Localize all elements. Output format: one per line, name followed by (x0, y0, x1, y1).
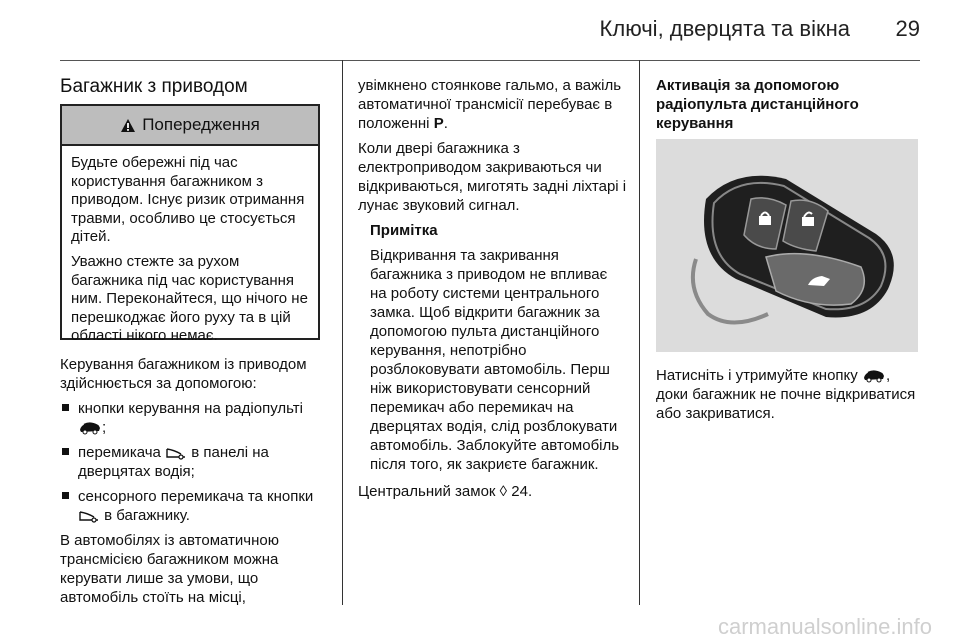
note (358, 221, 628, 474)
paragraph-text: Натисніть і утримуйте кнопку (656, 367, 858, 384)
warning-header (62, 106, 318, 146)
list-item-text: кнопки керування на радіопульті (78, 400, 303, 417)
paragraph (358, 76, 628, 133)
paragraph: Коли двері багажника з електроприводом закриваються чи відкриваються, миготять задні ліхтарі і лунає звуковий сигнал. (358, 140, 627, 214)
paragraph: В автомобілях із автоматичною трансмісією багажником можна керувати лише за умови, що автомобіль стоїть на місці, (60, 532, 279, 606)
warning-triangle-icon (120, 118, 136, 133)
list-item (60, 399, 330, 437)
section-title: Багажник з приводом (60, 76, 248, 97)
list-item-text: перемикача (78, 444, 161, 461)
header-title: Ключі, дверцята та вікна (599, 16, 850, 41)
list-item (60, 487, 330, 525)
bullet-list (60, 399, 330, 525)
column-2-text (358, 76, 628, 507)
list-item-suffix: ; (102, 419, 107, 436)
column-divider-right (639, 60, 640, 605)
note-title: Примітка (370, 222, 438, 239)
header-rule (60, 60, 920, 61)
trunk-switch-icon (78, 509, 100, 523)
warning-paragraph: Будьте обережні під час користування багажником з приводом. Існує ризик отримання травми, особливо це стосується дітей. (71, 154, 305, 246)
subsection-heading: Активація за допомогою радіопульта дистанційного керування (656, 77, 859, 132)
watermark: carmanualsonline.info (717, 614, 932, 639)
list-item-text-suffix: в багажнику. (104, 507, 190, 524)
column-divider-left (342, 60, 343, 605)
warning-title: Попередження (142, 115, 260, 134)
paragraph (656, 366, 926, 423)
note-body: Відкривання та закривання багажника з приводом не впливає на роботу системи центрального замка. Щоб відкрити багажник за допомогою пульта дистанційного керування, непотрібно розблоковувати автомобіль. Перш ніж використовувати сенсорний перемикач або перемикач на дверцятах водія, слід розблокувати автомобіль. Заблокуйте автомобіль після того, як закриєте багажник. (370, 247, 620, 473)
reference-page: 24. (511, 483, 533, 500)
trunk-switch-icon (165, 446, 187, 460)
reference-text: Центральний замок (358, 483, 496, 500)
paragraph-text: увімкнено стоянкове гальмо, а важіль автоматичної трансмісії перебуває в положенні (358, 77, 622, 132)
warning-body (62, 146, 318, 360)
list-item-text: сенсорного перемикача та кнопки (78, 488, 314, 505)
column-3-text (656, 76, 926, 429)
list-item (60, 443, 330, 481)
remote-key-image (656, 139, 918, 352)
car-remote-icon (78, 421, 102, 435)
cross-reference[interactable] (358, 482, 628, 501)
paragraph-end: . (443, 115, 448, 132)
reference-arrow-icon: ◊ (499, 483, 508, 500)
warning-paragraph: Уважно стежте за рухом багажника під час користування ним. Переконайтеся, що нічого не перешкоджає його руху та в цій області нікого немає. (71, 252, 308, 345)
warning-box (60, 104, 320, 345)
list-item-text-suffix: в панелі на дверцятах водія; (78, 444, 269, 480)
column-1-text (60, 355, 330, 613)
car-remote-icon (862, 369, 886, 383)
paragraph: Керування багажником із приводом здійснюється за допомогою: (60, 356, 307, 392)
gear-position-label: P (433, 115, 444, 132)
paragraph-text: , доки багажник не почне відкриватися або закриватися. (656, 367, 916, 422)
page-number: 29 (895, 16, 920, 41)
